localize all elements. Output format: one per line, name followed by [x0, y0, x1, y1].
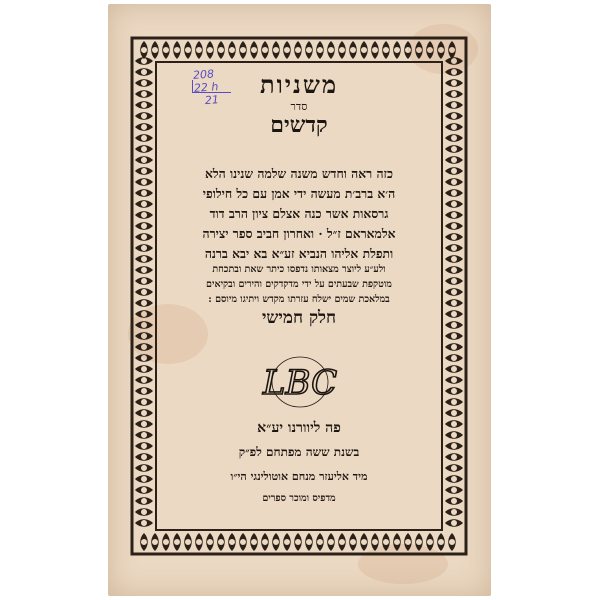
border-ornament: [135, 398, 153, 406]
border-ornament: [445, 277, 463, 285]
border-ornament: [437, 41, 445, 59]
border-ornament: [445, 255, 463, 263]
border-ornament: [173, 41, 181, 59]
border-ornament: [135, 277, 153, 285]
border-ornament: [135, 376, 153, 384]
border-ornament: [445, 233, 463, 241]
border-ornament: [151, 533, 159, 551]
border-ornament: [135, 255, 153, 263]
intro-line: כזה ראה וחדש משנה שלמה שנינו הלא: [205, 166, 393, 181]
border-ornament: [445, 178, 463, 186]
border-ornament: [135, 310, 153, 318]
border-ornament: [445, 123, 463, 131]
intro-text: [170, 164, 428, 264]
border-ornament: [162, 41, 170, 59]
border-ornament: [404, 533, 412, 551]
intro-line: ותפלת אליהו הנביא זע״א בא יבא ברנה: [204, 246, 394, 261]
border-ornament: [445, 299, 463, 307]
border-ornament: [228, 533, 236, 551]
imprint-printer: מיד אליעזר מנחם אוטולינגי הי״ו: [230, 470, 368, 483]
book-title: משניות: [259, 70, 339, 99]
border-ornament: [445, 310, 463, 318]
border-ornament: [135, 332, 153, 340]
imprint-printer-role: מדפיס ומוכר ספרים: [262, 493, 336, 504]
border-ornament: [135, 68, 153, 76]
border-ornament: [371, 533, 379, 551]
border-ornament: [195, 533, 203, 551]
monogram-text: LBC: [262, 363, 338, 403]
border-ornament: [445, 266, 463, 274]
border-ornament: [445, 79, 463, 87]
note-text: [170, 262, 428, 307]
border-ornament: [445, 145, 463, 153]
border-ornament: [135, 343, 153, 351]
border-ornament: [445, 442, 463, 450]
border-ornament: [135, 112, 153, 120]
border-ornament: [305, 533, 313, 551]
border-ornament: [206, 41, 214, 59]
border-ornament: [437, 533, 445, 551]
border-ornament: [349, 41, 357, 59]
border-ornament: [445, 211, 463, 219]
border-ornament: [445, 420, 463, 428]
border-ornament: [135, 266, 153, 274]
border-ornament: [228, 41, 236, 59]
border-ornament: [445, 134, 463, 142]
border-ornament: [445, 398, 463, 406]
border-ornament: [135, 387, 153, 395]
border-ornament: [445, 365, 463, 373]
border-ornament: [239, 533, 247, 551]
border-ornament: [371, 41, 379, 59]
border-ornament: [445, 431, 463, 439]
border-ornament: [135, 519, 153, 527]
border-ornament: [327, 533, 335, 551]
shelf-mark-line: 208: [192, 67, 215, 82]
border-ornament: [250, 533, 258, 551]
border-ornament: [445, 332, 463, 340]
border-ornament: [173, 533, 181, 551]
border-ornament: [305, 41, 313, 59]
border-ornament: [135, 486, 153, 494]
border-ornament: [135, 442, 153, 450]
border-ornament: [135, 299, 153, 307]
border-ornament: [151, 41, 159, 59]
border-ornament: [415, 533, 423, 551]
border-ornament: [135, 321, 153, 329]
border-ornament: [445, 475, 463, 483]
border-ornament: [404, 41, 412, 59]
border-ornament: [184, 41, 192, 59]
border-ornament: [360, 41, 368, 59]
border-ornament: [448, 41, 456, 59]
border-ornament: [135, 156, 153, 164]
border-ornament: [445, 354, 463, 362]
border-ornament: [135, 409, 153, 417]
note-line: ולע״ע ליוצר מצאותו נדפסו כיתר שאת ובתכחת: [212, 264, 386, 275]
border-ornament: [294, 41, 302, 59]
border-ornament: [206, 533, 214, 551]
seder-label: סדר: [290, 100, 308, 113]
border-ornament: [135, 244, 153, 252]
border-ornament: [445, 101, 463, 109]
border-ornament: [393, 533, 401, 551]
border-ornament: [327, 41, 335, 59]
border-ornament: [135, 365, 153, 373]
part-label: חלק חמישי: [261, 308, 337, 328]
border-ornament: [217, 533, 225, 551]
border-ornament: [360, 533, 368, 551]
shelf-mark-line: 22 h: [193, 80, 219, 95]
border-ornament: [445, 57, 463, 65]
border-ornament: [135, 101, 153, 109]
border-ornament: [135, 134, 153, 142]
border-ornament: [217, 41, 225, 59]
border-ornament: [445, 343, 463, 351]
border-ornament: [445, 464, 463, 472]
border-ornament: [135, 167, 153, 175]
imprint-place: פה ליוורנו יע״א: [257, 420, 341, 436]
border-ornament: [426, 533, 434, 551]
border-ornament: [316, 533, 324, 551]
border-ornament: [445, 200, 463, 208]
border-ornament: [135, 453, 153, 461]
border-ornament: [135, 211, 153, 219]
border-ornament: [135, 145, 153, 153]
border-ornament: [445, 112, 463, 120]
border-ornament: [382, 533, 390, 551]
border-ornament: [445, 519, 463, 527]
border-ornament: [445, 486, 463, 494]
border-ornament: [448, 533, 456, 551]
border-ornament: [135, 431, 153, 439]
border-ornament: [445, 189, 463, 197]
border-ornament: [445, 68, 463, 76]
border-ornament: [135, 178, 153, 186]
border-ornament: [250, 41, 258, 59]
border-ornament: [135, 497, 153, 505]
border-ornament: [426, 41, 434, 59]
border-ornament: [135, 475, 153, 483]
border-ornament: [445, 321, 463, 329]
border-ornament: [261, 533, 269, 551]
border-ornament: [135, 123, 153, 131]
note-line: מוטקפת שבעתים על ידי מדקדקים והירים ובקיאים: [206, 279, 392, 290]
border-ornament: [294, 533, 302, 551]
border-ornament: [338, 533, 346, 551]
border-ornament: [140, 533, 148, 551]
border-ornament: [272, 41, 280, 59]
border-ornament: [135, 420, 153, 428]
border-ornament: [283, 533, 291, 551]
border-ornament: [445, 222, 463, 230]
border-ornament: [184, 533, 192, 551]
note-line: במלאכת שמים ישלח עזרתו מקדש ויתיגו מיוסם :: [208, 294, 390, 305]
border-ornament: [445, 409, 463, 417]
intro-line: ה׳א ברב׳ת מעשה ידי אמן עם כל חילופי: [202, 186, 396, 201]
border-ornament: [445, 453, 463, 461]
border-ornament: [195, 41, 203, 59]
border-ornament: [261, 41, 269, 59]
border-ornament: [415, 41, 423, 59]
imprint-year: בשנת ששה מפתחם לפ״ק: [238, 445, 360, 459]
intro-line: גרסאות אשר כנה אצלם ציון הרב דוד: [209, 206, 389, 221]
border-ornament: [135, 200, 153, 208]
border-ornament: [445, 376, 463, 384]
border-ornament: [316, 41, 324, 59]
border-ornament: [445, 90, 463, 98]
printer-monogram: [262, 352, 338, 412]
border-ornament: [445, 167, 463, 175]
border-ornament: [135, 90, 153, 98]
border-ornament: [272, 533, 280, 551]
border-ornament: [349, 533, 357, 551]
seder-name: קדשים: [270, 112, 328, 138]
shelf-mark-line: 21: [204, 93, 220, 108]
border-ornament: [135, 354, 153, 362]
border-ornament: [135, 288, 153, 296]
border-ornament: [445, 288, 463, 296]
border-ornament: [445, 508, 463, 516]
border-ornament: [135, 79, 153, 87]
border-ornament: [338, 41, 346, 59]
border-ornament: [445, 156, 463, 164]
border-ornament: [382, 41, 390, 59]
intro-line: אלמאראם ז״ל · ואחרון חביב ספר יצירה: [202, 226, 396, 241]
border-ornament: [135, 222, 153, 230]
border-ornament: [135, 233, 153, 241]
border-ornament: [135, 508, 153, 516]
border-ornament: [445, 497, 463, 505]
border-ornament: [162, 533, 170, 551]
border-ornament: [239, 41, 247, 59]
border-ornament: [445, 387, 463, 395]
border-ornament: [135, 464, 153, 472]
border-ornament: [445, 244, 463, 252]
border-ornament: [393, 41, 401, 59]
border-ornament: [140, 41, 148, 59]
border-ornament: [283, 41, 291, 59]
border-ornament: [135, 189, 153, 197]
